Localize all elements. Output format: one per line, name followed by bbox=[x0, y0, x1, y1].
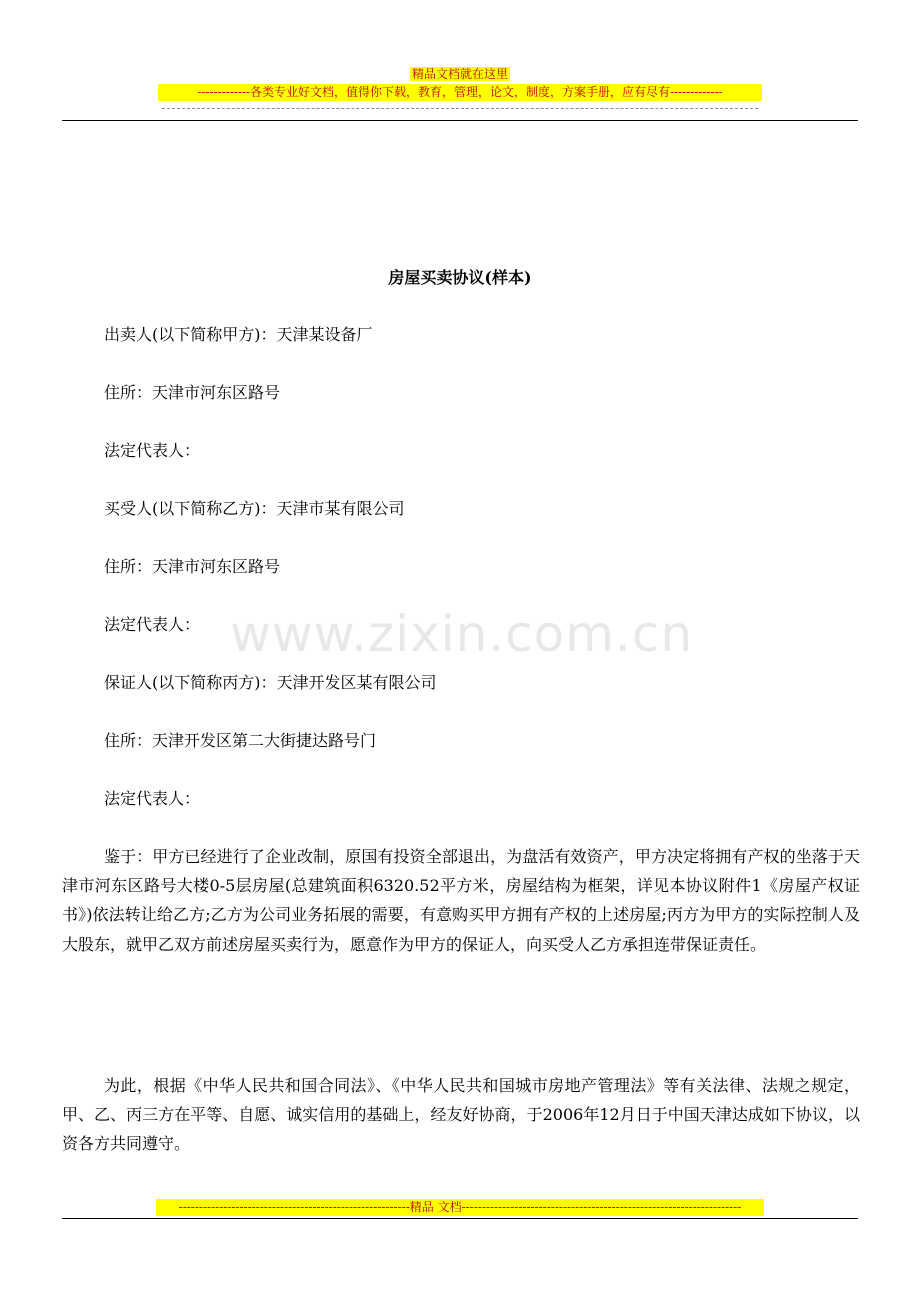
seller-address-line: 住所：天津市河东区路号 bbox=[104, 383, 281, 402]
recital-paragraph: 鉴于：甲方已经进行了企业改制，原国有投资全部退出，为盘活有效资产，甲方决定将拥有产权的坐落于天津市河东区路号大楼0-5层房屋(总建筑面积6320.52平方米，房屋结构为框架，详见本协议附件1《房屋产权证书》)依法转让给乙方;乙方为公司业务拓展的需要，有意购买甲方拥有产权的上述房屋;丙方为甲方的实际控制人及大股东，就甲乙双方前述房屋买卖行为，愿意作为甲方的保证人，向买受人乙方承担连带保证责任。 bbox=[62, 847, 860, 954]
watermark-logo: www.zixin.com.cn bbox=[230, 605, 694, 663]
seller-rep-line: 法定代表人： bbox=[104, 441, 201, 460]
agreement-paragraph: 为此，根据《中华人民共和国合同法》、《中华人民共和国城市房地产管理法》等有关法律、法规之规定，甲、乙、丙三方在平等、自愿、诚实信用的基础上，经友好协商，于2006年12月日于中国天津达成如下协议，以资各方共同遵守。 bbox=[62, 1076, 860, 1154]
footer-rule bbox=[62, 1218, 858, 1219]
header-banner: -------------各类专业好文档，值得你下载，教育，管理，论文，制度，方案手册，应有尽有------------- bbox=[158, 84, 762, 101]
buyer-rep-line: 法定代表人： bbox=[104, 615, 201, 634]
seller-line: 出卖人(以下简称甲方)：天津某设备厂 bbox=[104, 325, 373, 344]
buyer-address-line: 住所：天津市河东区路号 bbox=[104, 557, 281, 576]
buyer-line: 买受人(以下简称乙方)：天津市某有限公司 bbox=[104, 499, 405, 518]
header-top-label: 精品文档就在这里 bbox=[411, 67, 508, 81]
guarantor-address-line: 住所：天津开发区第二大街捷达路号门 bbox=[104, 731, 377, 750]
document-title: 房屋买卖协议(样本) bbox=[388, 268, 532, 287]
guarantor-rep-line: 法定代表人： bbox=[104, 789, 201, 808]
footer-banner: ---------------------------------------------------------精品 文档--------------------------------------------------------------------- bbox=[156, 1199, 764, 1216]
guarantor-line: 保证人(以下简称丙方)：天津开发区某有限公司 bbox=[104, 673, 437, 692]
header-dashed-divider bbox=[162, 108, 758, 117]
header-rule bbox=[62, 120, 858, 121]
